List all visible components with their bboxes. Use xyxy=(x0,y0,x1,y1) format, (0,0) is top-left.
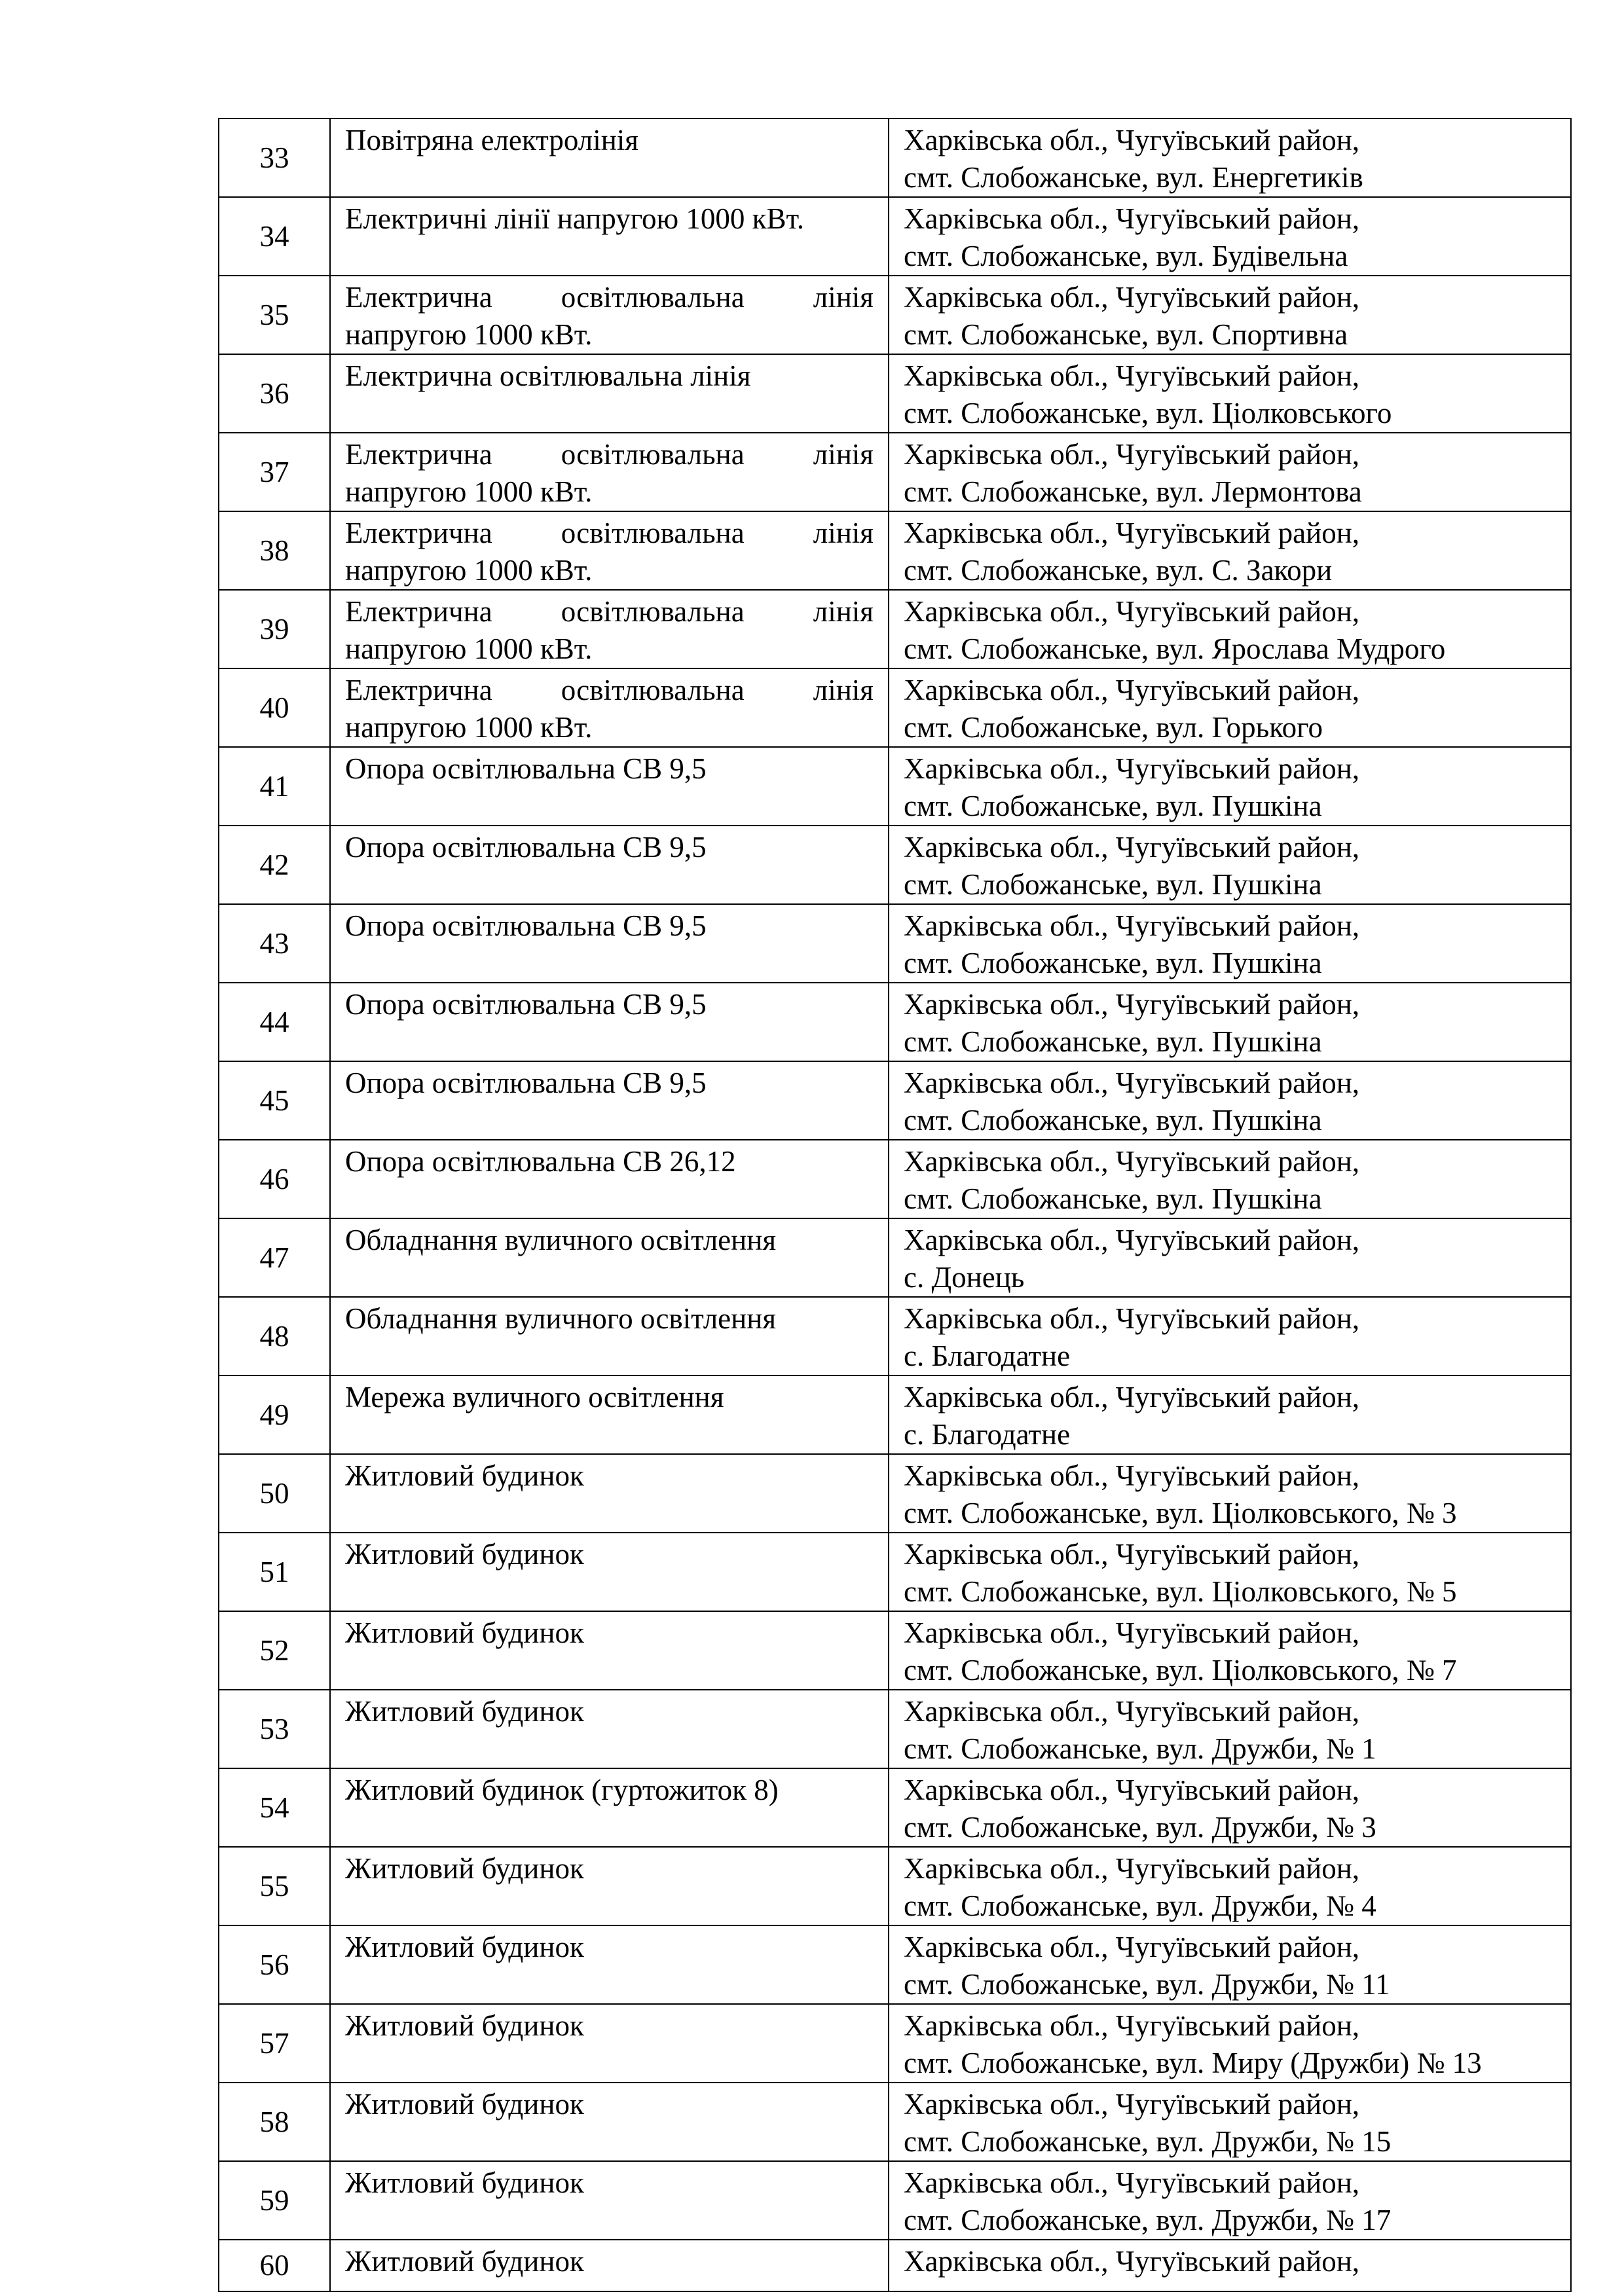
address-line: смт. Слобожанське, вул. Ціолковського, № 3 xyxy=(904,1497,1457,1529)
address-line: Харківська обл., Чугуївський район, xyxy=(904,1459,1360,1492)
address-cell xyxy=(889,668,1571,747)
object-name-line: напругою 1000 кВт. xyxy=(345,632,593,665)
address-line: смт. Слобожанське, вул. Пушкіна xyxy=(904,1104,1322,1137)
table-row xyxy=(219,1768,1571,1847)
address-cell xyxy=(889,354,1571,433)
address-line: с. Благодатне xyxy=(904,1418,1071,1451)
word: лінія xyxy=(813,438,874,471)
address-line: смт. Слобожанське, вул. Дружби, № 1 xyxy=(904,1732,1376,1765)
row-number-cell: 60 xyxy=(219,2240,330,2291)
word: лінія xyxy=(813,674,874,706)
address-line: Харківська обл., Чугуївський район, xyxy=(904,752,1360,785)
address-cell xyxy=(889,826,1571,904)
word: Електрична xyxy=(345,438,492,471)
object-name-line: Мережа вуличного освітлення xyxy=(345,1381,724,1413)
address-line: смт. Слобожанське, вул. Ціолковського xyxy=(904,397,1392,429)
object-name-line: Житловий будинок xyxy=(345,2009,584,2042)
object-name-line: напругою 1000 кВт. xyxy=(345,318,593,351)
word: освітлювальна xyxy=(561,517,745,549)
object-name-cell xyxy=(330,197,889,276)
object-name-line xyxy=(345,515,874,552)
object-name-line: Житловий будинок xyxy=(345,1538,584,1571)
table-row xyxy=(219,1847,1571,1925)
table-row xyxy=(219,983,1571,1061)
object-name-line: напругою 1000 кВт. xyxy=(345,475,593,508)
object-name-cell xyxy=(330,1690,889,1768)
row-number-cell: 45 xyxy=(219,1061,330,1140)
row-number-cell: 46 xyxy=(219,1140,330,1218)
object-name-line: Опора освітлювальна СВ 9,5 xyxy=(345,831,707,864)
object-name-line: Повітряна електролінія xyxy=(345,124,639,156)
object-name-cell xyxy=(330,1140,889,1218)
object-name-cell xyxy=(330,983,889,1061)
row-number-cell: 52 xyxy=(219,1611,330,1690)
word: лінія xyxy=(813,281,874,314)
address-line: смт. Слобожанське, вул. С. Закори xyxy=(904,554,1333,587)
table-row xyxy=(219,590,1571,668)
object-name-cell xyxy=(330,2240,889,2291)
word: Електрична xyxy=(345,281,492,314)
address-line: Харківська обл., Чугуївський район, xyxy=(904,1302,1360,1335)
address-line: Харківська обл., Чугуївський район, xyxy=(904,1616,1360,1649)
address-cell xyxy=(889,118,1571,197)
row-number-cell: 38 xyxy=(219,511,330,590)
address-line: с. Донець xyxy=(904,1261,1025,1294)
address-line: смт. Слобожанське, вул. Пушкіна xyxy=(904,1025,1322,1058)
object-name-cell xyxy=(330,1847,889,1925)
row-number-cell: 40 xyxy=(219,668,330,747)
table-row xyxy=(219,2004,1571,2083)
object-name-line: Житловий будинок xyxy=(345,1931,584,1963)
address-cell xyxy=(889,747,1571,826)
table-row xyxy=(219,197,1571,276)
address-cell xyxy=(889,2004,1571,2083)
row-number-cell: 58 xyxy=(219,2083,330,2161)
address-line: Харківська обл., Чугуївський район, xyxy=(904,674,1360,706)
address-cell xyxy=(889,1376,1571,1454)
row-number-cell: 59 xyxy=(219,2161,330,2240)
row-number-cell: 56 xyxy=(219,1925,330,2004)
object-name-line: Житловий будинок xyxy=(345,2088,584,2121)
address-line: Харківська обл., Чугуївський район, xyxy=(904,124,1360,156)
address-line: Харківська обл., Чугуївський район, xyxy=(904,831,1360,864)
row-number-cell: 33 xyxy=(219,118,330,197)
object-name-line: Опора освітлювальна СВ 9,5 xyxy=(345,1066,707,1099)
table-row xyxy=(219,1376,1571,1454)
address-line: Харківська обл., Чугуївський район, xyxy=(904,1145,1360,1178)
address-cell xyxy=(889,1297,1571,1376)
registry-table-body xyxy=(219,118,1571,2291)
object-name-cell xyxy=(330,826,889,904)
address-cell xyxy=(889,1454,1571,1533)
object-name-cell xyxy=(330,276,889,354)
address-line: смт. Слобожанське, вул. Спортивна xyxy=(904,318,1348,351)
address-cell xyxy=(889,1533,1571,1611)
table-row xyxy=(219,2240,1571,2291)
table-row xyxy=(219,1690,1571,1768)
address-line: Харківська обл., Чугуївський район, xyxy=(904,1774,1360,1806)
table-row xyxy=(219,433,1571,511)
address-line: смт. Слобожанське, вул. Дружби, № 4 xyxy=(904,1889,1376,1922)
row-number-cell: 36 xyxy=(219,354,330,433)
object-name-cell xyxy=(330,1611,889,1690)
row-number-cell: 34 xyxy=(219,197,330,276)
word: лінія xyxy=(813,517,874,549)
row-number-cell: 57 xyxy=(219,2004,330,2083)
address-cell xyxy=(889,1847,1571,1925)
object-name-cell xyxy=(330,1768,889,1847)
table-row xyxy=(219,1533,1571,1611)
word: освітлювальна xyxy=(561,595,745,628)
address-line: Харківська обл., Чугуївський район, xyxy=(904,988,1360,1021)
address-cell xyxy=(889,1768,1571,1847)
object-name-line: Житловий будинок xyxy=(345,2245,584,2278)
row-number-cell: 37 xyxy=(219,433,330,511)
address-cell xyxy=(889,1140,1571,1218)
object-name-line: Опора освітлювальна СВ 9,5 xyxy=(345,909,707,942)
object-name-cell xyxy=(330,2083,889,2161)
word: Електрична xyxy=(345,595,492,628)
word: освітлювальна xyxy=(561,281,745,314)
address-line: смт. Слобожанське, вул. Миру (Дружби) № 13 xyxy=(904,2047,1482,2079)
object-name-line: Електрична освітлювальна лінія xyxy=(345,359,751,392)
address-line: Харківська обл., Чугуївський район, xyxy=(904,1695,1360,1728)
word: освітлювальна xyxy=(561,674,745,706)
property-registry-table xyxy=(218,118,1572,2292)
row-number-cell: 48 xyxy=(219,1297,330,1376)
table-row xyxy=(219,354,1571,433)
address-line: Харківська обл., Чугуївський район, xyxy=(904,1381,1360,1413)
address-line: смт. Слобожанське, вул. Ціолковського, № 7 xyxy=(904,1654,1457,1686)
address-line: Харківська обл., Чугуївський район, xyxy=(904,2245,1360,2278)
address-line: Харківська обл., Чугуївський район, xyxy=(904,517,1360,549)
address-line: смт. Слобожанське, вул. Ціолковського, № 5 xyxy=(904,1575,1457,1608)
address-cell xyxy=(889,904,1571,983)
object-name-cell xyxy=(330,590,889,668)
object-name-cell xyxy=(330,511,889,590)
address-line: Харківська обл., Чугуївський район, xyxy=(904,2088,1360,2121)
table-row xyxy=(219,1611,1571,1690)
object-name-line: Електричні лінії напругою 1000 кВт. xyxy=(345,202,805,235)
address-line: смт. Слобожанське, вул. Лермонтова xyxy=(904,475,1362,508)
object-name-line: Житловий будинок xyxy=(345,1616,584,1649)
object-name-line xyxy=(345,593,874,630)
address-cell xyxy=(889,1690,1571,1768)
object-name-line xyxy=(345,436,874,473)
address-line: Харківська обл., Чугуївський район, xyxy=(904,1538,1360,1571)
object-name-line: напругою 1000 кВт. xyxy=(345,554,593,587)
table-row xyxy=(219,1140,1571,1218)
object-name-cell xyxy=(330,1454,889,1533)
address-line: смт. Слобожанське, вул. Пушкіна xyxy=(904,1182,1322,1215)
object-name-cell xyxy=(330,118,889,197)
address-cell xyxy=(889,1218,1571,1297)
address-cell xyxy=(889,197,1571,276)
address-line: Харківська обл., Чугуївський район, xyxy=(904,2166,1360,2199)
object-name-line: Обладнання вуличного освітлення xyxy=(345,1302,777,1335)
object-name-line: Обладнання вуличного освітлення xyxy=(345,1224,777,1256)
object-name-cell xyxy=(330,433,889,511)
object-name-line xyxy=(345,672,874,709)
address-cell xyxy=(889,2161,1571,2240)
object-name-line: Опора освітлювальна СВ 9,5 xyxy=(345,988,707,1021)
row-number-cell: 39 xyxy=(219,590,330,668)
row-number-cell: 50 xyxy=(219,1454,330,1533)
address-line: с. Благодатне xyxy=(904,1339,1071,1372)
address-cell xyxy=(889,1611,1571,1690)
object-name-line: Житловий будинок xyxy=(345,1459,584,1492)
table-row xyxy=(219,511,1571,590)
object-name-cell xyxy=(330,668,889,747)
object-name-cell xyxy=(330,1533,889,1611)
row-number-cell: 47 xyxy=(219,1218,330,1297)
object-name-line: напругою 1000 кВт. xyxy=(345,711,593,744)
word: Електрична xyxy=(345,674,492,706)
row-number-cell: 42 xyxy=(219,826,330,904)
address-line: смт. Слобожанське, вул. Горького xyxy=(904,711,1323,744)
object-name-cell xyxy=(330,2161,889,2240)
table-row xyxy=(219,1061,1571,1140)
row-number-cell: 44 xyxy=(219,983,330,1061)
table-row xyxy=(219,904,1571,983)
address-line: Харківська обл., Чугуївський район, xyxy=(904,281,1360,314)
address-cell xyxy=(889,1925,1571,2004)
row-number-cell: 43 xyxy=(219,904,330,983)
table-row xyxy=(219,668,1571,747)
table-row xyxy=(219,1454,1571,1533)
address-cell xyxy=(889,276,1571,354)
row-number-cell: 55 xyxy=(219,1847,330,1925)
address-line: смт. Слобожанське, вул. Енергетиків xyxy=(904,161,1363,194)
address-line: Харківська обл., Чугуївський район, xyxy=(904,202,1360,235)
object-name-cell xyxy=(330,1297,889,1376)
table-row xyxy=(219,276,1571,354)
address-line: смт. Слобожанське, вул. Будівельна xyxy=(904,240,1348,272)
table-row xyxy=(219,1297,1571,1376)
address-line: смт. Слобожанське, вул. Ярослава Мудрого xyxy=(904,632,1446,665)
row-number-cell: 51 xyxy=(219,1533,330,1611)
table-row xyxy=(219,826,1571,904)
address-line: Харківська обл., Чугуївський район, xyxy=(904,1852,1360,1885)
address-line: Харківська обл., Чугуївський район, xyxy=(904,2009,1360,2042)
word: лінія xyxy=(813,595,874,628)
object-name-line: Житловий будинок xyxy=(345,2166,584,2199)
object-name-cell xyxy=(330,2004,889,2083)
object-name-cell xyxy=(330,1218,889,1297)
object-name-cell xyxy=(330,1925,889,2004)
word: Електрична xyxy=(345,517,492,549)
row-number-cell: 49 xyxy=(219,1376,330,1454)
address-cell xyxy=(889,1061,1571,1140)
row-number-cell: 53 xyxy=(219,1690,330,1768)
table-row xyxy=(219,1218,1571,1297)
address-line: Харківська обл., Чугуївський район, xyxy=(904,1066,1360,1099)
address-line: Харківська обл., Чугуївський район, xyxy=(904,909,1360,942)
address-line: смт. Слобожанське, вул. Пушкіна xyxy=(904,947,1322,979)
address-cell xyxy=(889,983,1571,1061)
address-line: смт. Слобожанське, вул. Дружби, № 15 xyxy=(904,2125,1392,2158)
table-row xyxy=(219,2083,1571,2161)
address-cell xyxy=(889,433,1571,511)
object-name-line: Житловий будинок xyxy=(345,1852,584,1885)
table-row xyxy=(219,2161,1571,2240)
address-line: Харківська обл., Чугуївський район, xyxy=(904,438,1360,471)
address-cell xyxy=(889,2083,1571,2161)
address-line: Харківська обл., Чугуївський район, xyxy=(904,595,1360,628)
object-name-cell xyxy=(330,1376,889,1454)
address-line: смт. Слобожанське, вул. Дружби, № 17 xyxy=(904,2204,1392,2236)
table-row xyxy=(219,1925,1571,2004)
object-name-cell xyxy=(330,747,889,826)
word: освітлювальна xyxy=(561,438,745,471)
object-name-line: Опора освітлювальна СВ 9,5 xyxy=(345,752,707,785)
address-line: смт. Слобожанське, вул. Дружби, № 3 xyxy=(904,1811,1376,1844)
address-cell xyxy=(889,511,1571,590)
table-row xyxy=(219,747,1571,826)
object-name-line: Опора освітлювальна СВ 26,12 xyxy=(345,1145,736,1178)
row-number-cell: 41 xyxy=(219,747,330,826)
row-number-cell: 35 xyxy=(219,276,330,354)
address-line: смт. Слобожанське, вул. Дружби, № 11 xyxy=(904,1968,1390,2001)
address-cell xyxy=(889,2240,1571,2291)
address-line: Харківська обл., Чугуївський район, xyxy=(904,359,1360,392)
row-number-cell: 54 xyxy=(219,1768,330,1847)
address-line: смт. Слобожанське, вул. Пушкіна xyxy=(904,790,1322,822)
object-name-cell xyxy=(330,1061,889,1140)
address-line: Харківська обл., Чугуївський район, xyxy=(904,1931,1360,1963)
address-cell xyxy=(889,590,1571,668)
object-name-cell xyxy=(330,354,889,433)
table-row xyxy=(219,118,1571,197)
address-line: смт. Слобожанське, вул. Пушкіна xyxy=(904,868,1322,901)
object-name-line: Житловий будинок (гуртожиток 8) xyxy=(345,1774,779,1806)
object-name-line: Житловий будинок xyxy=(345,1695,584,1728)
object-name-line xyxy=(345,279,874,316)
object-name-cell xyxy=(330,904,889,983)
address-line: Харківська обл., Чугуївський район, xyxy=(904,1224,1360,1256)
